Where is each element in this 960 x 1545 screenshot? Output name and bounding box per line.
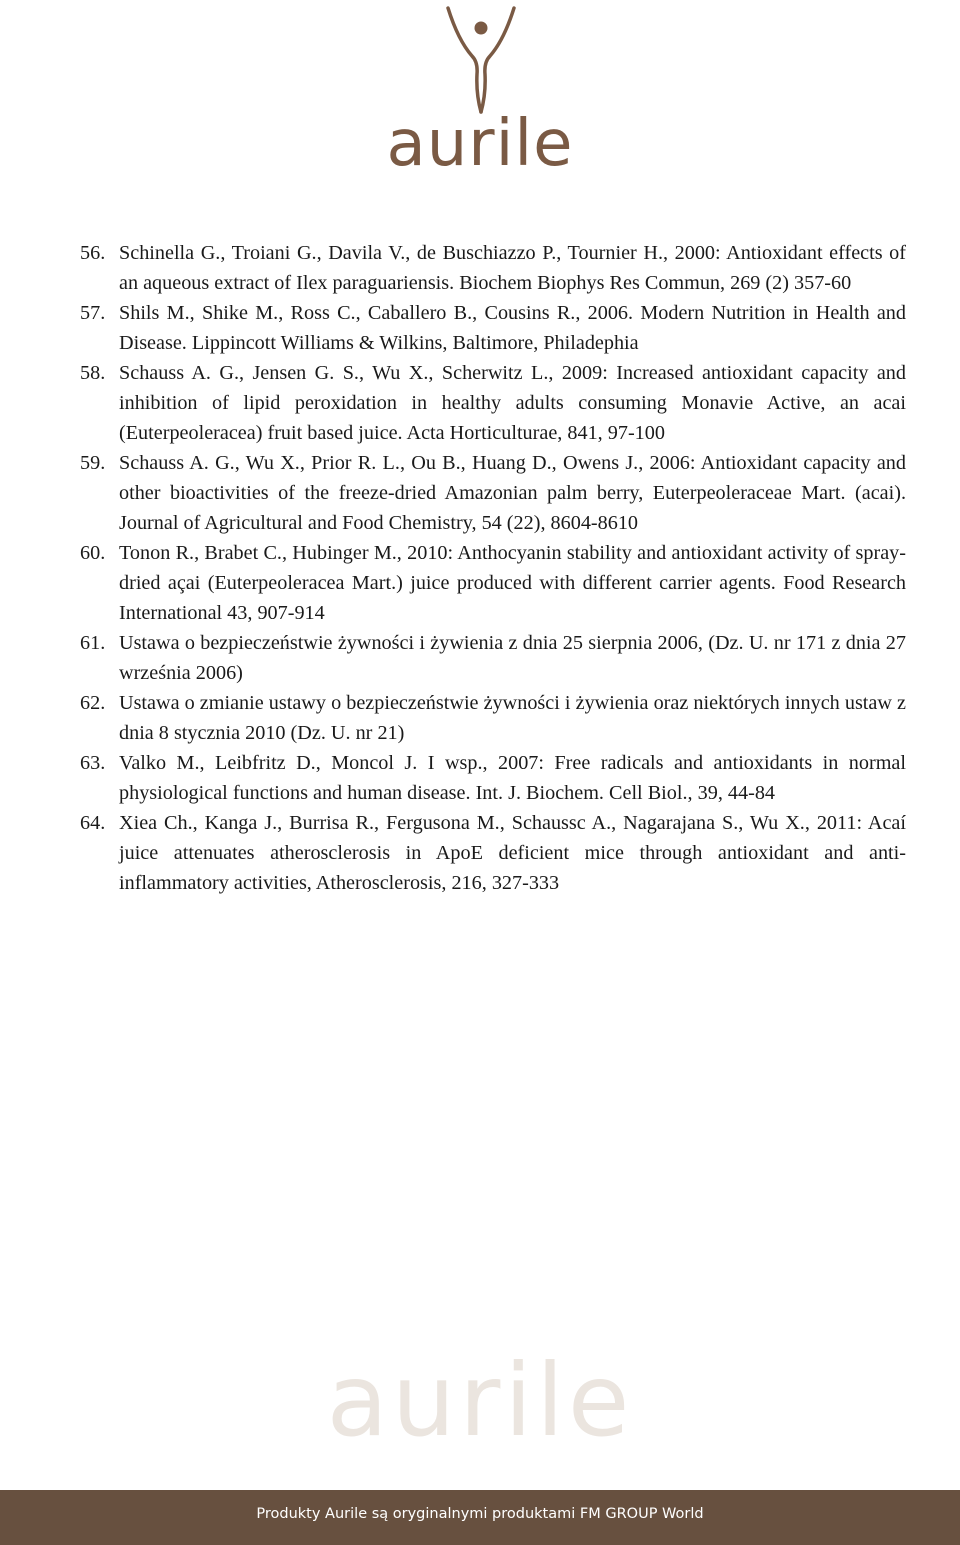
reference-text: Schauss A. G., Jensen G. S., Wu X., Scherwitz L., 2009: Increased antioxidant capacity and inhibition of lipid peroxidation in healthy adults consuming Monavie Active, an acai (Euterpeoleracea) fruit based juice. Acta Horticulturae, 841, 97-100	[119, 362, 906, 444]
reference-text: Xiea Ch., Kanga J., Burrisa R., Fergusona M., Schaussc A., Nagarajana S., Wu X., 2011: Acaí juice attenuates atherosclerosis in ApoE deficient mice through antioxidant and anti-inflammatory activities, Atherosclerosis, 216, 327-333	[119, 812, 906, 894]
reference-text: Ustawa o bezpieczeństwie żywności i żywienia z dnia 25 sierpnia 2006, (Dz. U. nr 171 z dnia 27 września 2006)	[119, 632, 906, 684]
footer-text: Produkty Aurile są oryginalnymi produktami FM GROUP World	[256, 1506, 704, 1522]
reference-text: Schinella G., Troiani G., Davila V., de Buschiazzo P., Tournier H., 2000: Antioxidant effects of an aqueous extract of Ilex paraguariensis. Biochem Biophys Res Commun, 269 (2) 357-60	[119, 242, 906, 294]
brand-watermark: aurile	[326, 1342, 634, 1459]
reference-item	[80, 298, 906, 358]
reference-item	[80, 808, 906, 898]
reference-item	[80, 238, 906, 298]
reference-number: 60.	[80, 542, 106, 564]
reference-number: 62.	[80, 692, 106, 714]
header-logo	[0, 0, 960, 200]
reference-item	[80, 538, 906, 628]
reference-number: 64.	[80, 812, 106, 834]
reference-number: 58.	[80, 362, 106, 384]
reference-number: 61.	[80, 632, 106, 654]
reference-item	[80, 628, 906, 688]
reference-number: 63.	[80, 752, 106, 774]
reference-item	[80, 358, 906, 448]
brand-logo-text: aurile	[386, 107, 574, 181]
reference-text: Valko M., Leibfritz D., Moncol J. I wsp., 2007: Free radicals and antioxidants in normal physiological functions and human disease. Int. J. Biochem. Cell Biol., 39, 44-84	[119, 752, 906, 804]
footer-band	[0, 1490, 960, 1545]
reference-text: Tonon R., Brabet C., Hubinger M., 2010: Anthocyanin stability and antioxidant activity of spray-dried açai (Euterpeoleracea Mart.) juice produced with different carrier agents. Food Research International 43, 907-914	[119, 542, 906, 624]
reference-text: Schauss A. G., Wu X., Prior R. L., Ou B., Huang D., Owens J., 2006: Antioxidant capacity and other bioactivities of the freeze-dried Amazonian palm berry, Euterpeoleraceae Mart. (acai). Journal of Agricultural and Food Chemistry, 54 (22), 8604-8610	[119, 452, 906, 534]
reference-list	[80, 238, 906, 898]
reference-text: Shils M., Shike M., Ross C., Caballero B., Cousins R., 2006. Modern Nutrition in Health and Disease. Lippincott Williams & Wilkins, Baltimore, Philadephia	[119, 302, 906, 354]
reference-item	[80, 448, 906, 538]
reference-item	[80, 688, 906, 748]
reference-number: 59.	[80, 452, 106, 474]
reference-number: 56.	[80, 242, 106, 264]
figure-emblem-icon	[436, 2, 526, 114]
reference-number: 57.	[80, 302, 106, 324]
reference-text: Ustawa o zmianie ustawy o bezpieczeństwie żywności i żywienia oraz niektórych innych ustaw z dnia 8 stycznia 2010 (Dz. U. nr 21)	[119, 692, 906, 744]
reference-item	[80, 748, 906, 808]
